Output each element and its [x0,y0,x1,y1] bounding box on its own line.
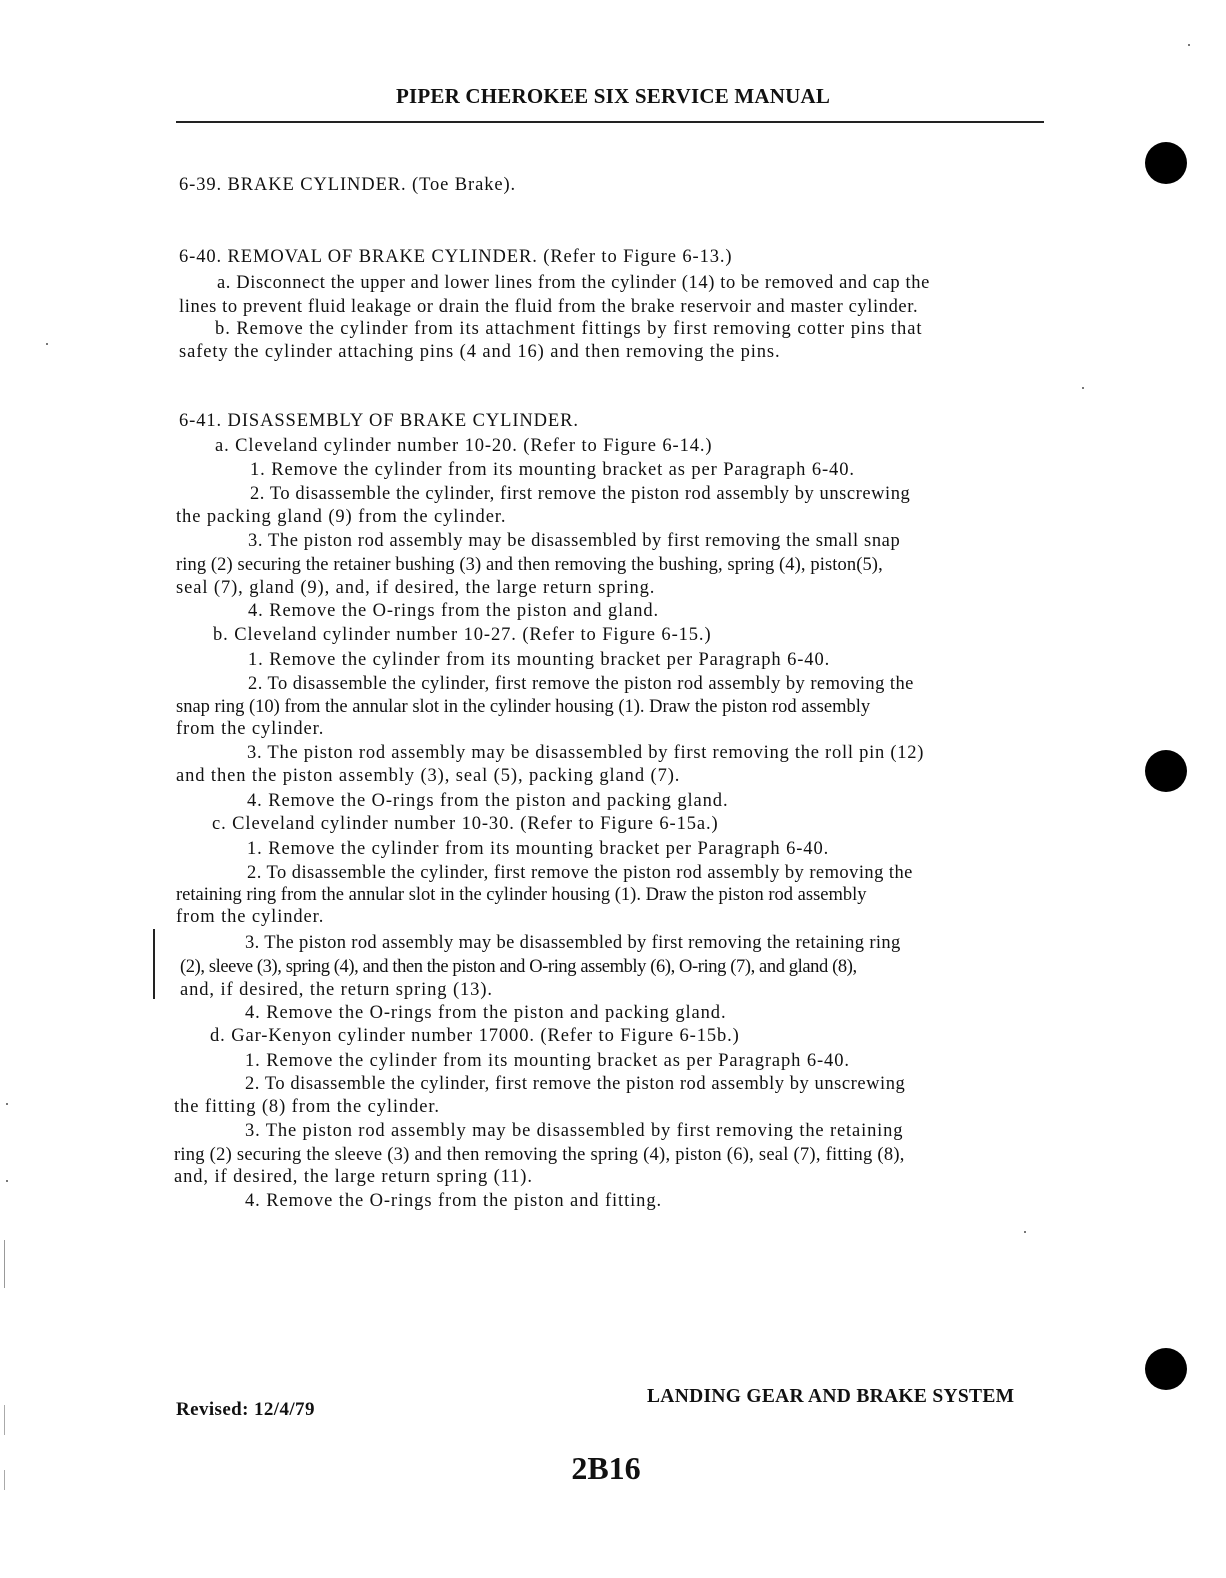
heading-6-41: 6-41. DISASSEMBLY OF BRAKE CYLINDER. [179,411,579,431]
body-line: 2. To disassemble the cylinder, first remove the piston rod assembly by unscrewing [245,1074,906,1094]
body-line: 3. The piston rod assembly may be disassembled by first removing the roll pin (12) [247,743,925,763]
body-line: lines to prevent fluid leakage or drain the fluid from the brake reservoir and master cylinder. [179,297,919,317]
scan-margin-mark [4,1240,5,1288]
body-line: 1. Remove the cylinder from its mounting bracket per Paragraph 6-40. [248,650,831,670]
scan-margin-mark [4,1405,5,1435]
scan-speck [6,1180,8,1182]
body-line: 2. To disassemble the cylinder, first remove the piston rod assembly by removing the [248,674,914,694]
body-line: 1. Remove the cylinder from its mounting bracket as per Paragraph 6-40. [250,460,855,480]
body-line: the packing gland (9) from the cylinder. [176,507,507,527]
body-line: safety the cylinder attaching pins (4 and 16) and then removing the pins. [179,342,781,362]
body-line: and, if desired, the return spring (13). [180,980,493,1000]
scan-speck [1024,1231,1026,1233]
body-line: a. Cleveland cylinder number 10-20. (Refer to Figure 6-14.) [215,436,713,456]
body-line: 1. Remove the cylinder from its mounting bracket as per Paragraph 6-40. [245,1051,850,1071]
punch-hole-bottom [1145,1348,1187,1390]
header-rule [176,121,1044,123]
body-line: 4. Remove the O-rings from the piston and gland. [248,601,660,621]
heading-6-40: 6-40. REMOVAL OF BRAKE CYLINDER. (Refer to Figure 6-13.) [179,247,733,267]
body-line: a. Disconnect the upper and lower lines from the cylinder (14) to be removed and cap the [217,273,930,293]
scan-speck [6,1103,8,1105]
body-line: 4. Remove the O-rings from the piston and fitting. [245,1191,662,1211]
body-line: and, if desired, the large return spring (11). [174,1167,533,1187]
body-line: ring (2) securing the retainer bushing (3) and then removing the bushing, spring (4), piston(5), [176,555,883,575]
section-title: LANDING GEAR AND BRAKE SYSTEM [647,1386,1015,1407]
page-header-title: PIPER CHEROKEE SIX SERVICE MANUAL [395,84,831,108]
punch-hole-middle [1145,750,1187,792]
punch-hole-top [1145,142,1187,184]
body-line: 3. The piston rod assembly may be disassembled by first removing the retaining ring [245,933,901,953]
scan-speck [1082,387,1084,389]
body-line: 2. To disassemble the cylinder, first remove the piston rod assembly by removing the [247,863,913,883]
heading-6-39: 6-39. BRAKE CYLINDER. (Toe Brake). [179,175,517,195]
revised-date: Revised: 12/4/79 [176,1399,315,1420]
body-line: 3. The piston rod assembly may be disassembled by first removing the small snap [248,531,901,551]
body-line: 3. The piston rod assembly may be disassembled by first removing the retaining [245,1121,904,1141]
body-line: the fitting (8) from the cylinder. [174,1097,440,1117]
revision-bar [153,929,155,999]
page-number: 2B16 [571,1450,641,1486]
body-line: b. Cleveland cylinder number 10-27. (Refer to Figure 6-15.) [213,625,712,645]
scan-speck [46,343,48,345]
body-line: (2), sleeve (3), spring (4), and then the piston and O-ring assembly (6), O-ring (7), and gland (8), [180,957,857,977]
body-line: b. Remove the cylinder from its attachment fittings by first removing cotter pins that [215,319,923,339]
body-line: ring (2) securing the sleeve (3) and then removing the spring (4), piston (6), seal (7), fitting (8), [174,1145,905,1165]
body-line: 1. Remove the cylinder from its mounting bracket per Paragraph 6-40. [247,839,830,859]
body-line: 4. Remove the O-rings from the piston and packing gland. [247,791,729,811]
body-line: snap ring (10) from the annular slot in the cylinder housing (1). Draw the piston rod assembly [176,697,871,717]
body-line: c. Cleveland cylinder number 10-30. (Refer to Figure 6-15a.) [212,814,719,834]
body-line: 4. Remove the O-rings from the piston and packing gland. [245,1003,727,1023]
body-line: d. Gar-Kenyon cylinder number 17000. (Refer to Figure 6-15b.) [210,1026,740,1046]
body-line: seal (7), gland (9), and, if desired, the large return spring. [176,578,656,598]
body-line: 2. To disassemble the cylinder, first remove the piston rod assembly by unscrewing [250,484,911,504]
body-line: retaining ring from the annular slot in the cylinder housing (1). Draw the piston rod assembly [176,885,867,905]
scan-speck [1188,44,1190,46]
body-line: from the cylinder. [176,719,325,739]
body-line: and then the piston assembly (3), seal (5), packing gland (7). [176,766,681,786]
body-line: from the cylinder. [176,907,325,927]
